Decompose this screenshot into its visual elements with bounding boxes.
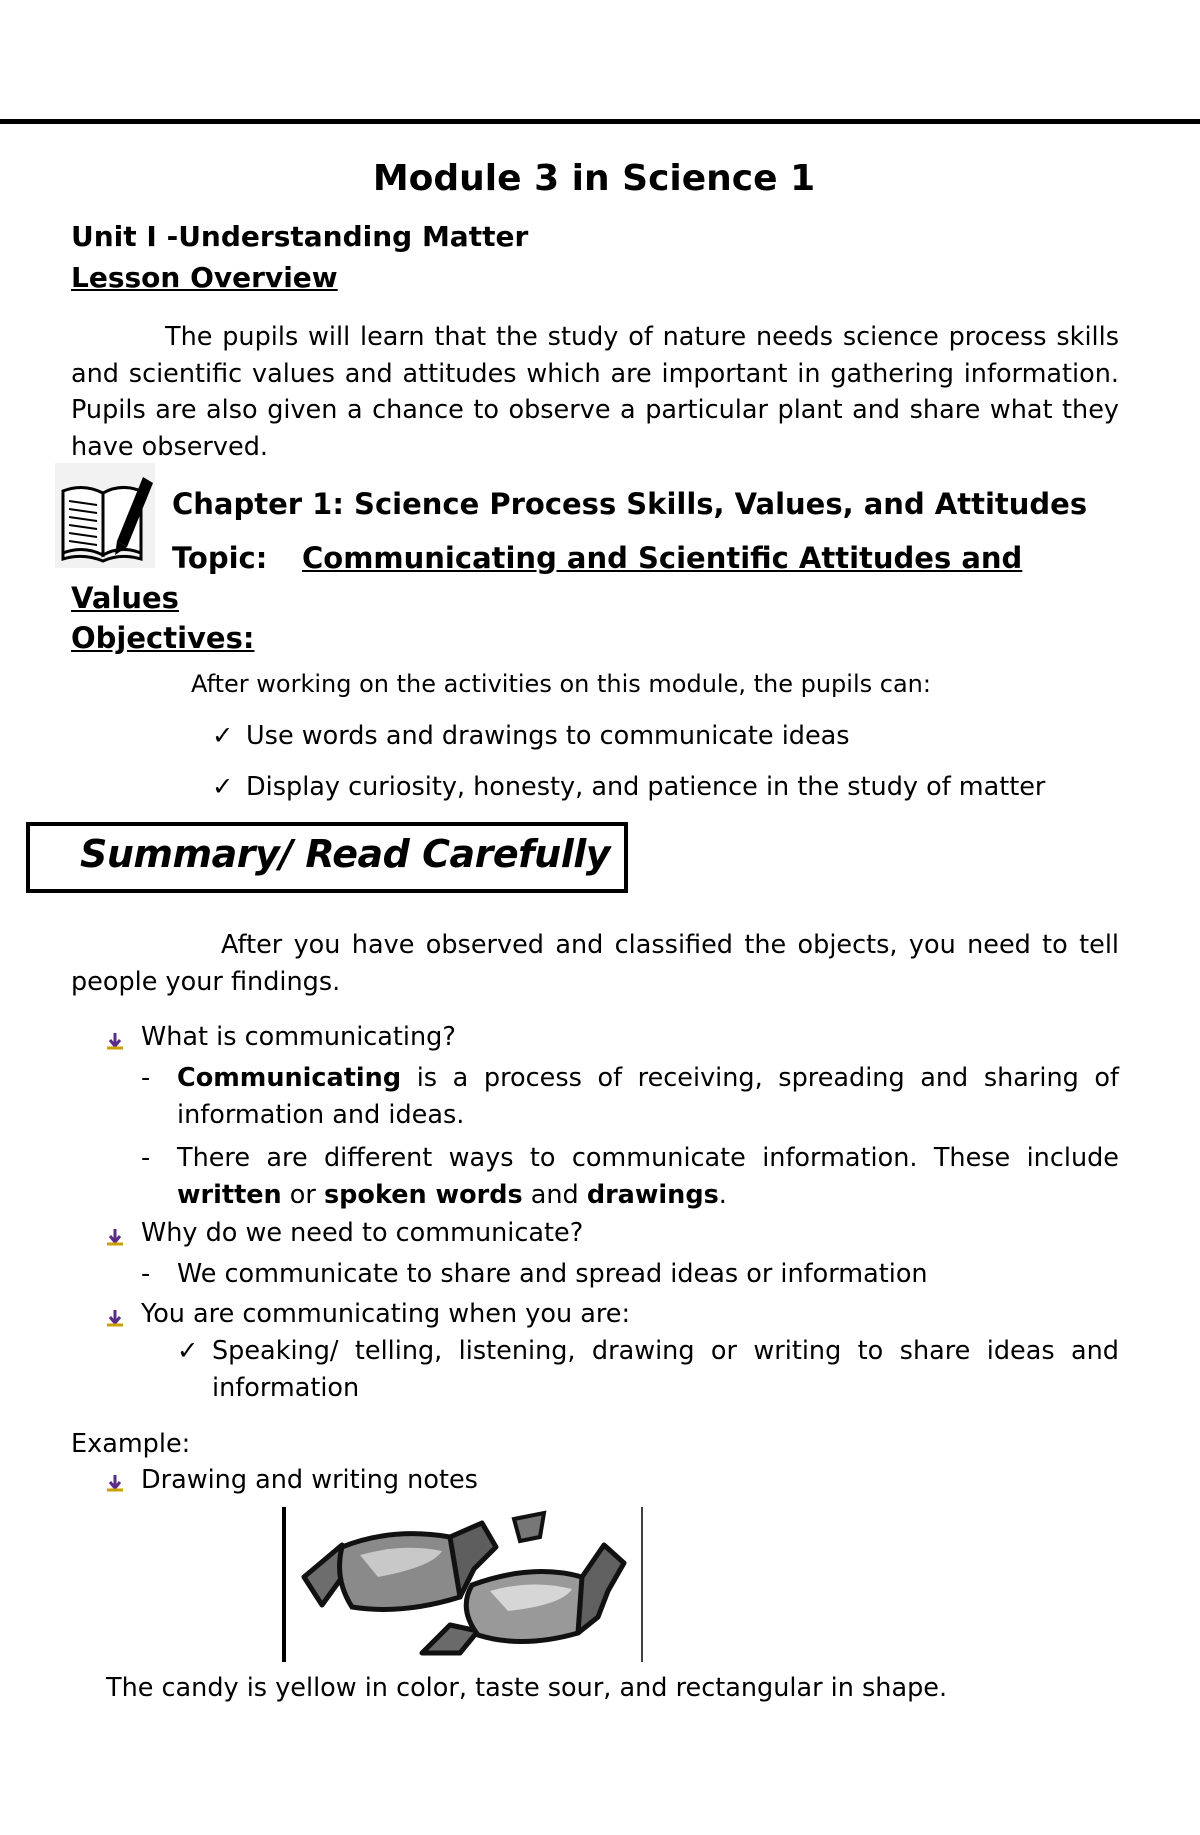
header-rule bbox=[0, 119, 1200, 124]
objective-item: ✓ Display curiosity, honesty, and patience in the study of matter bbox=[212, 772, 1046, 802]
checkmark-icon: ✓ bbox=[212, 772, 234, 802]
page-title: Module 3 in Science 1 bbox=[372, 158, 816, 199]
objectives-intro: After working on the activities on this module, the pupils can: bbox=[191, 670, 931, 698]
communicating-definition: Communicating is a process of receiving, spreading and sharing of information and ideas. bbox=[177, 1063, 1119, 1130]
topic-label: Topic: bbox=[172, 541, 268, 575]
topic-text-continued: Values bbox=[71, 581, 179, 615]
why-communicate-answer: We communicate to share and spread ideas or information bbox=[177, 1259, 928, 1289]
communicating-activities: Speaking/ telling, listening, drawing or writing to share ideas and information bbox=[212, 1336, 1119, 1403]
question-why-communicate: Why do we need to communicate? bbox=[141, 1218, 584, 1248]
candy-caption: The candy is yellow in color, taste sour, and rectangular in shape. bbox=[106, 1673, 948, 1703]
question-when-communicating: You are communicating when you are: bbox=[141, 1299, 631, 1329]
arrow-bullet-icon bbox=[104, 1306, 126, 1328]
lesson-overview-heading: Lesson Overview bbox=[71, 261, 338, 294]
chapter-heading: Chapter 1: Science Process Skills, Values, and Attitudes bbox=[172, 487, 1088, 521]
dash-marker: - bbox=[141, 1143, 151, 1173]
summary-heading: Summary/ Read Carefully bbox=[80, 832, 611, 876]
dash-marker: - bbox=[141, 1259, 151, 1289]
checkmark-icon: ✓ bbox=[212, 721, 234, 751]
arrow-bullet-icon bbox=[104, 1225, 126, 1247]
example-label: Example: bbox=[71, 1429, 191, 1459]
example-item: Drawing and writing notes bbox=[141, 1465, 478, 1495]
objective-item: ✓ Use words and drawings to communicate ideas bbox=[212, 721, 850, 751]
ways-to-communicate: There are different ways to communicate information. These include written or spoken words and drawings. bbox=[177, 1143, 1119, 1210]
lesson-overview-text: The pupils will learn that the study of nature needs science process skills and scientific values and attitudes which are important in gathering information. Pupils are also given a chance to observe a particular plant and share what they have observed. bbox=[71, 322, 1119, 462]
dash-marker: - bbox=[141, 1063, 151, 1093]
unit-heading: Unit I -Understanding Matter bbox=[71, 220, 529, 253]
book-pen-icon bbox=[55, 463, 155, 568]
candy-illustration bbox=[282, 1507, 644, 1662]
question-what-is-communicating: What is communicating? bbox=[141, 1022, 456, 1052]
topic-text: Communicating and Scientific Attitudes and bbox=[302, 541, 1023, 575]
summary-intro: After you have observed and classified the objects, you need to tell people your findings. bbox=[71, 930, 1119, 997]
objectives-heading: Objectives: bbox=[71, 621, 255, 655]
summary-heading-box bbox=[26, 822, 628, 893]
checkmark-icon: ✓ bbox=[177, 1336, 199, 1366]
arrow-bullet-icon bbox=[104, 1029, 126, 1051]
arrow-bullet-icon bbox=[104, 1471, 126, 1493]
